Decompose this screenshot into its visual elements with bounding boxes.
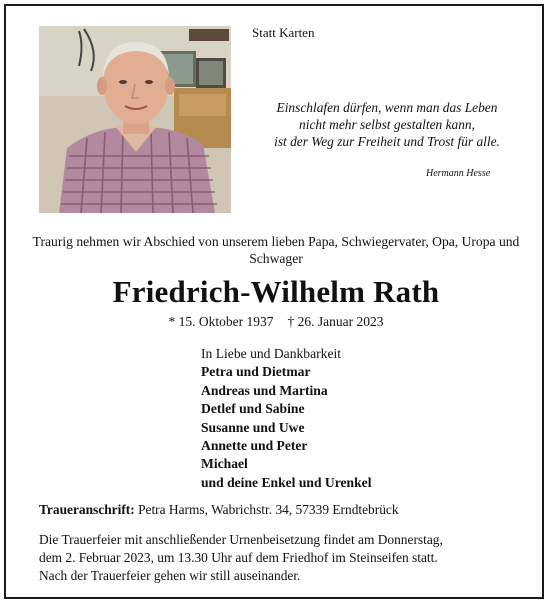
family-list: [201, 345, 372, 492]
address-value: Petra Harms, Wabrichstr. 34, 57339 Erndtebrück: [138, 502, 399, 517]
family-lead: In Liebe und Dankbarkeit: [201, 346, 342, 361]
intro-text: Traurig nehmen wir Abschied von unserem lieben Papa, Schwiegervater, Opa, Uropa und Schwager: [32, 234, 520, 266]
statt-karten-label: Statt Karten: [252, 25, 315, 40]
life-dates: [6, 314, 546, 330]
family-member: und deine Enkel und Urenkel: [201, 474, 372, 490]
death-date: † 26. Januar 2023: [287, 314, 384, 329]
service-line: dem 2. Februar 2023, um 13.30 Uhr auf dem Friedhof im Steinseifen statt.: [39, 550, 438, 565]
quote: [242, 99, 532, 150]
mourning-address: [39, 502, 399, 518]
birth-date: * 15. Oktober 1937: [168, 314, 274, 329]
family-member: Petra und Dietmar: [201, 364, 311, 380]
portrait-image: [39, 26, 231, 213]
family-member: Annette und Peter: [201, 438, 308, 454]
family-member: Detlef und Sabine: [201, 401, 305, 417]
family-member: Michael: [201, 456, 248, 472]
portrait-photo: [39, 26, 231, 213]
service-line: Nach der Trauerfeier gehen wir still auseinander.: [39, 568, 301, 583]
address-label: Traueranschrift:: [39, 502, 135, 517]
obituary-notice: [4, 4, 544, 599]
quote-line: ist der Weg zur Freiheit und Trost für alle.: [274, 134, 500, 149]
deceased-name: Friedrich-Wilhelm Rath: [112, 274, 440, 309]
family-member: Andreas und Martina: [201, 382, 328, 398]
funeral-service-text: [39, 531, 529, 585]
family-member: Susanne und Uwe: [201, 419, 305, 435]
quote-line: nicht mehr selbst gestalten kann,: [299, 117, 475, 132]
quote-author: Hermann Hesse: [426, 168, 491, 179]
quote-line: Einschlafen dürfen, wenn man das Leben: [276, 100, 498, 115]
service-line: Die Trauerfeier mit anschließender Urnenbeisetzung findet am Donnerstag,: [39, 532, 443, 547]
